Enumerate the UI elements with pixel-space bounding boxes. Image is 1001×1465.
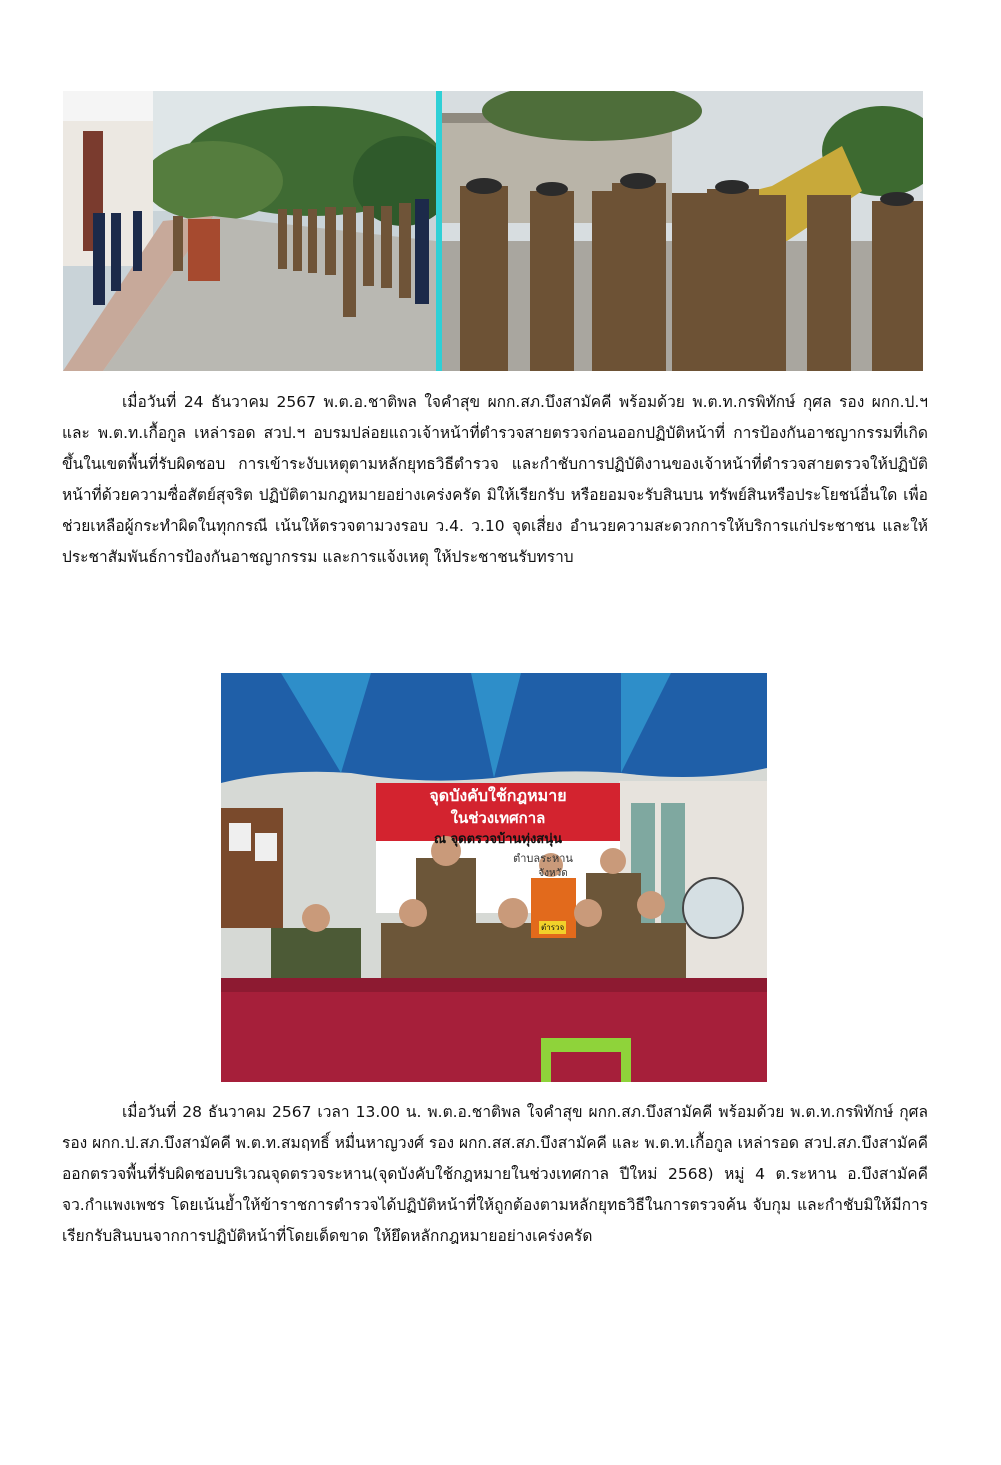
- banner-line-2: ในช่วงเทศกาล: [450, 809, 546, 827]
- banner-text: [381, 785, 615, 881]
- banner-line-3: ณ จุดตรวจบ้านทุ่งสนุ่น: [433, 832, 563, 847]
- banner-line-1: จุดบังคับใช้กฎหมาย: [429, 786, 567, 805]
- photo-checkpoint: [221, 673, 767, 1082]
- paragraph-1-text: เมื่อวันที่ 24 ธันวาคม 2567 พ.ต.อ.ชาติพล ใจคำสุข ผกก.สภ.บึงสามัคคี พร้อมด้วย พ.ต.ท.กรพิทักษ์ กุศล รอง ผกก.ป.ฯ และ พ.ต.ท.เกื้อกูล เหล่ารอด สวป.ฯ อบรมปล่อยแถวเจ้าหน้าที่ตำรวจสายตรวจก่อนออกปฏิบัติหน้าที่ การป้องกันอาชญากรรมที่เกิดขึ้นในเขตพื้นที่รับผิดชอบ การเข้าระงับเหตุตามหลักยุทธวิธีตำรวจ และกำชับการปฏิบัติงานของเจ้าหน้าที่ตำรวจสายตรวจให้ปฏิบัติหน้าที่ด้วยความซื่อสัตย์สุจริต ปฏิบัติตามกฎหมายอย่างเคร่งครัด มิให้เรียกรับ หรือยอมจะรับสินบน ทรัพย์สินหรือประโยชน์อื่นใด เพื่อช่วยเหลือผู้กระทำผิดในทุกกรณี เน้นให้ตรวจตามวงรอบ ว.4. ว.10 จุดเสี่ยง อำนวยความสะดวกการให้บริการแก่ประชาชน และให้ประชาสัมพันธ์การป้องกันอาชญากรรม และการแจ้งเหตุ ให้ประชาชนรับทราบ: [62, 393, 928, 566]
- photo-patrol-lineup: [442, 91, 923, 371]
- paragraph-patrol-briefing: [62, 387, 928, 651]
- paragraph-checkpoint-inspection: [62, 1097, 928, 1329]
- paragraph-2-text: เมื่อวันที่ 28 ธันวาคม 2567 เวลา 13.00 น. พ.ต.อ.ชาติพล ใจคำสุข ผกก.สภ.บึงสามัคคี พร้อมด้วย พ.ต.ท.กรพิทักษ์ กุศล รอง ผกก.ป.สภ.บึงสามัคคี พ.ต.ท.สมฤทธิ์ หมื่นหาญวงศ์ รอง ผกก.สส.สภ.บึงสามัคคี และ พ.ต.ท.เกื้อกูล เหล่ารอด สวป.สภ.บึงสามัคคี ออกตรวจพื้นที่รับผิดชอบบริเวณจุดตรวจระหาน(จุดบังคับใช้กฎหมายในช่วงเทศกาล ปีใหม่ 2568) หมู่ 4 ต.ระหาน อ.บึงสามัคคี จว.กำแพงเพชร โดยเน้นย้ำให้ข้าราชการตำรวจได้ปฏิบัติหน้าที่ให้ถูกต้องตามหลักยุทธวิธีในการตรวจค้น จับกุม และกำชับมิให้มีการเรียกรับสินบนจากการปฏิบัติหน้าที่โดยเด็ดขาด ให้ยึดหลักกฎหมายอย่างเคร่งครัด: [62, 1103, 928, 1245]
- banner-line-4: ตำบลระหาน: [513, 852, 573, 865]
- banner-line-5: จังหวัด: [538, 868, 568, 879]
- photo-morning-briefing: [63, 91, 436, 371]
- vest-label: ตำรวจ: [541, 923, 565, 932]
